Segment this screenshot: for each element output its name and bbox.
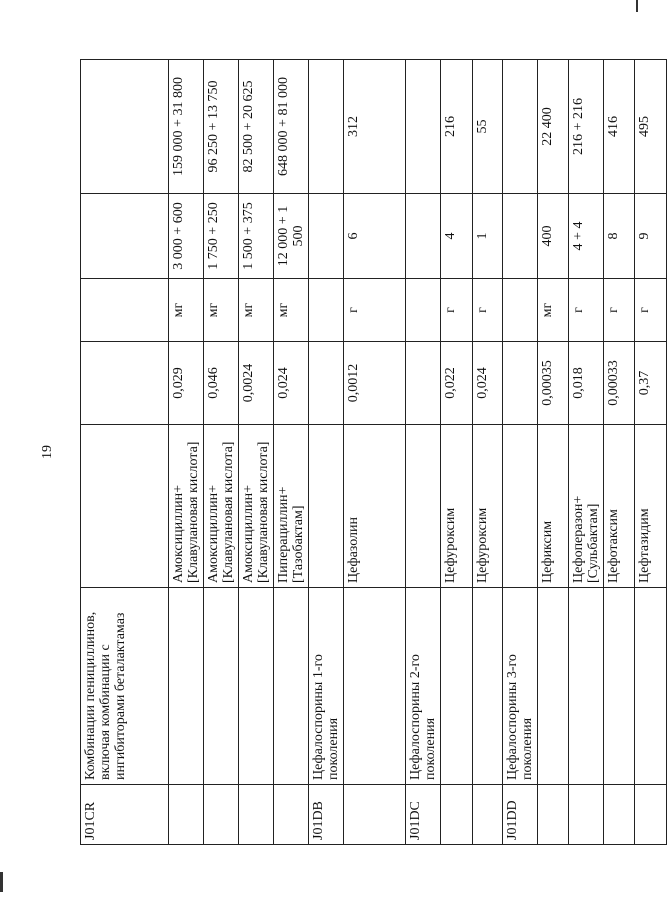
table-row: [309, 60, 344, 845]
table-row: [441, 60, 473, 845]
cell-total: 495: [635, 60, 667, 194]
cell-value: 0,024: [274, 342, 309, 425]
cell-unit: г: [441, 279, 473, 342]
cell-total: [503, 60, 538, 194]
cell-unit: [309, 279, 344, 342]
table-row: [406, 60, 441, 845]
cell-group: [239, 588, 274, 785]
table-row: [503, 60, 538, 845]
cell-total: 216: [441, 60, 473, 194]
cell-code: J01DB: [309, 785, 344, 845]
cell-dose: 8: [604, 194, 635, 279]
cell-dose: 1: [473, 194, 503, 279]
cell-group: Цефалоспорины 1-го поколения: [309, 588, 344, 785]
cell-total: 416: [604, 60, 635, 194]
cell-value: 0,024: [473, 342, 503, 425]
cell-total: 82 500 + 20 625: [239, 60, 274, 194]
cell-dose: 9: [635, 194, 667, 279]
cell-drug: Амоксициллин+ [Клавулановая кислота]: [239, 425, 274, 588]
cell-dose: 1 750 + 250: [204, 194, 239, 279]
cell-code: [473, 785, 503, 845]
cell-unit: г: [569, 279, 604, 342]
cell-group: [538, 588, 569, 785]
table-row: [604, 60, 635, 845]
cell-total: [81, 60, 169, 194]
cell-group: [344, 588, 406, 785]
cell-value: [81, 342, 169, 425]
cell-code: J01CR: [81, 785, 169, 845]
cell-value: 0,022: [441, 342, 473, 425]
drug-table-body: [81, 60, 667, 845]
table-row: [635, 60, 667, 845]
cell-dose: 400: [538, 194, 569, 279]
cell-code: [569, 785, 604, 845]
cell-value: [503, 342, 538, 425]
cell-drug: [406, 425, 441, 588]
cell-group: [204, 588, 239, 785]
cell-group: [274, 588, 309, 785]
cell-group: [441, 588, 473, 785]
cell-total: 96 250 + 13 750: [204, 60, 239, 194]
cell-code: [604, 785, 635, 845]
cell-unit: г: [473, 279, 503, 342]
table-row: [473, 60, 503, 845]
cell-dose: 4: [441, 194, 473, 279]
cell-dose: 4 + 4: [569, 194, 604, 279]
cell-total: 159 000 + 31 800: [169, 60, 204, 194]
cell-value: 0,00035: [538, 342, 569, 425]
cell-group: [604, 588, 635, 785]
cell-dose: 3 000 + 600: [169, 194, 204, 279]
cell-drug: Амоксициллин+ [Клавулановая кислота]: [204, 425, 239, 588]
cell-unit: [503, 279, 538, 342]
scan-edge-mark: [636, 0, 638, 12]
drug-table: [80, 59, 667, 845]
cell-drug: Цефуроксим: [473, 425, 503, 588]
cell-dose: [309, 194, 344, 279]
cell-drug: Цефотаксим: [604, 425, 635, 588]
cell-unit: мг: [538, 279, 569, 342]
cell-total: 648 000 + 81 000: [274, 60, 309, 194]
cell-value: 0,029: [169, 342, 204, 425]
cell-dose: 12 000 + 1 500: [274, 194, 309, 279]
rotated-table-wrapper: [80, 60, 652, 845]
cell-total: [406, 60, 441, 194]
cell-dose: [81, 194, 169, 279]
cell-unit: [406, 279, 441, 342]
table-row: [81, 60, 169, 845]
table-row: [569, 60, 604, 845]
cell-drug: [503, 425, 538, 588]
cell-value: 0,0024: [239, 342, 274, 425]
cell-unit: мг: [169, 279, 204, 342]
table-row: [239, 60, 274, 845]
cell-group: [169, 588, 204, 785]
cell-code: [344, 785, 406, 845]
cell-code: [274, 785, 309, 845]
cell-code: [441, 785, 473, 845]
cell-drug: Цефазолин: [344, 425, 406, 588]
scan-edge-mark: [0, 872, 3, 892]
cell-unit: г: [344, 279, 406, 342]
cell-code: J01DC: [406, 785, 441, 845]
cell-dose: [503, 194, 538, 279]
cell-value: 0,018: [569, 342, 604, 425]
cell-value: 0,0012: [344, 342, 406, 425]
cell-total: 55: [473, 60, 503, 194]
cell-drug: Цефтазидим: [635, 425, 667, 588]
cell-drug: Цефиксим: [538, 425, 569, 588]
cell-dose: 1 500 + 375: [239, 194, 274, 279]
cell-total: [309, 60, 344, 194]
table-row: [274, 60, 309, 845]
cell-total: 312: [344, 60, 406, 194]
table-row: [169, 60, 204, 845]
cell-unit: г: [604, 279, 635, 342]
cell-group: Цефалоспорины 3-го поколения: [503, 588, 538, 785]
cell-value: 0,046: [204, 342, 239, 425]
table-row: [344, 60, 406, 845]
table-row: [538, 60, 569, 845]
cell-group: [635, 588, 667, 785]
cell-dose: [406, 194, 441, 279]
cell-value: [406, 342, 441, 425]
cell-value: [309, 342, 344, 425]
page-number: 19: [40, 445, 55, 459]
cell-value: 0,37: [635, 342, 667, 425]
cell-unit: г: [635, 279, 667, 342]
cell-drug: Амоксициллин+ [Клавулановая кислота]: [169, 425, 204, 588]
table-row: [204, 60, 239, 845]
cell-drug: Цефуроксим: [441, 425, 473, 588]
cell-drug: Пиперациллин+ [Тазобактам]: [274, 425, 309, 588]
cell-total: 216 + 216: [569, 60, 604, 194]
cell-group: [569, 588, 604, 785]
cell-code: [538, 785, 569, 845]
cell-group: Комбинации пенициллинов, включая комбинации с ингибиторами беталактамаз: [81, 588, 169, 785]
cell-code: [635, 785, 667, 845]
cell-code: J01DD: [503, 785, 538, 845]
cell-unit: мг: [239, 279, 274, 342]
cell-unit: [81, 279, 169, 342]
cell-unit: мг: [204, 279, 239, 342]
cell-drug: [81, 425, 169, 588]
cell-total: 22 400: [538, 60, 569, 194]
cell-drug: Цефоперазон+ [Сульбактам]: [569, 425, 604, 588]
cell-group: Цефалоспорины 2-го поколения: [406, 588, 441, 785]
cell-drug: [309, 425, 344, 588]
cell-value: 0,00033: [604, 342, 635, 425]
cell-code: [204, 785, 239, 845]
cell-unit: мг: [274, 279, 309, 342]
cell-code: [239, 785, 274, 845]
cell-group: [473, 588, 503, 785]
cell-code: [169, 785, 204, 845]
cell-dose: 6: [344, 194, 406, 279]
